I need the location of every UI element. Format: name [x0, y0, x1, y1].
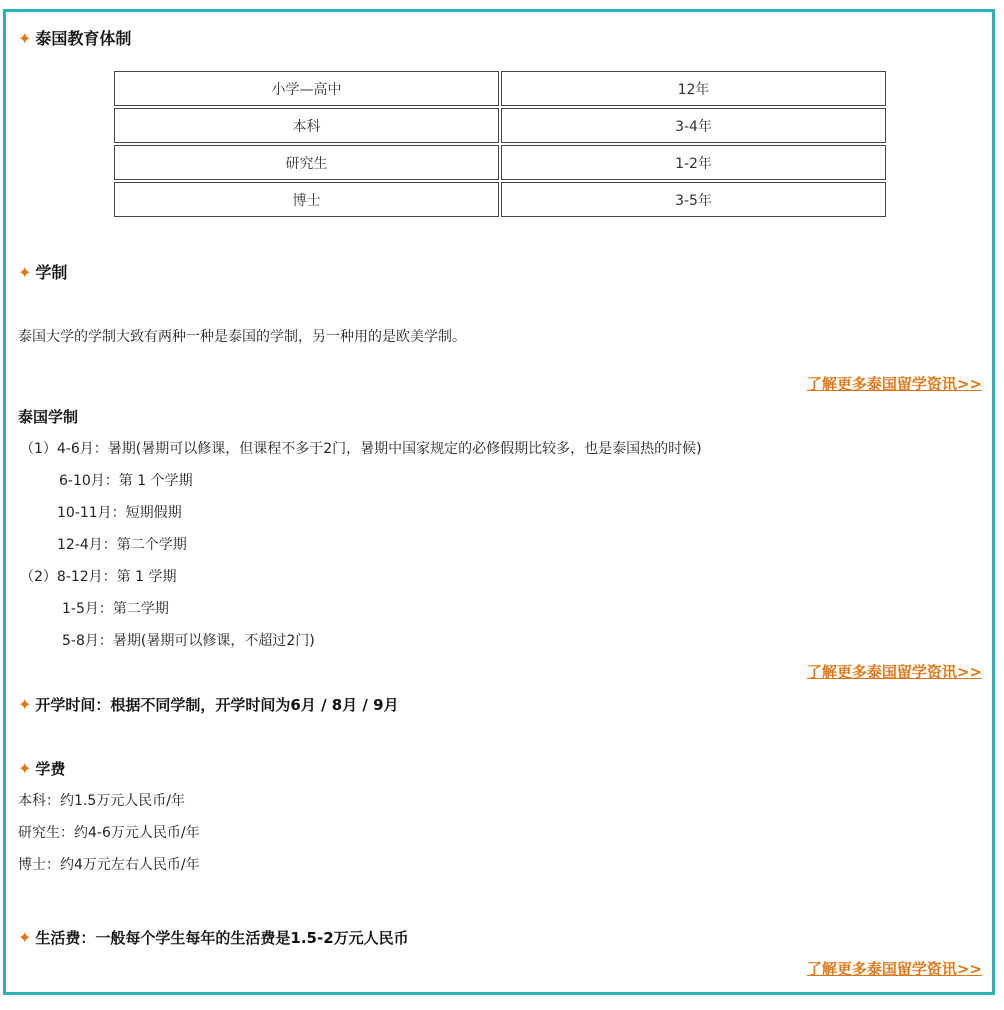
table-cell-level: 小学—高中: [114, 71, 499, 106]
intro-paragraph: 泰国大学的学制大致有两种一种是泰国的学制，另一种用的是欧美学制。: [18, 329, 466, 345]
star-icon: ✦: [18, 263, 32, 282]
schedule-item: 10-11月：短期假期: [57, 505, 182, 521]
schedule-item: 1-5月：第二学期: [62, 601, 169, 617]
more-info-link[interactable]: 了解更多泰国留学资讯>>: [806, 960, 982, 978]
table-cell-level: 本科: [114, 108, 499, 143]
star-icon: ✦: [18, 695, 32, 714]
schedule-item: （1）4-6月：暑期(暑期可以修课，但课程不多于2门，暑期中国家规定的必修假期比较多，也是泰国热的时候): [20, 441, 702, 457]
table-row: [114, 71, 886, 106]
more-info-link[interactable]: 了解更多泰国留学资讯>>: [806, 663, 982, 681]
section-title-xuezhi: [18, 260, 67, 283]
schedule-item: 12-4月：第二个学期: [57, 537, 187, 553]
star-icon: ✦: [18, 29, 32, 48]
start-time-text: 开学时间：根据不同学制，开学时间为6月 / 8月 / 9月: [35, 696, 399, 714]
table-cell-level: 研究生: [114, 145, 499, 180]
section-title-tuition: [18, 758, 65, 779]
table-cell-years: 12年: [501, 71, 886, 106]
tuition-item: 研究生：约4-6万元人民币/年: [18, 825, 200, 841]
start-time-line: [18, 694, 399, 715]
living-cost-line: [18, 927, 409, 948]
education-system-table: [112, 69, 888, 219]
star-icon: ✦: [18, 759, 32, 778]
table-cell-years: 1-2年: [501, 145, 886, 180]
tuition-item: 本科：约1.5万元人民币/年: [18, 793, 185, 809]
section-title-text: 泰国教育体制: [35, 29, 132, 48]
star-icon: ✦: [18, 928, 32, 947]
table-cell-years: 3-4年: [501, 108, 886, 143]
section-title-education-system: [18, 26, 131, 49]
table-cell-years: 3-5年: [501, 182, 886, 217]
table-row: [114, 108, 886, 143]
section-title-text: 学制: [35, 263, 68, 282]
thai-system-title: 泰国学制: [18, 408, 79, 426]
table-row: [114, 145, 886, 180]
schedule-item: 6-10月：第 1 个学期: [59, 473, 193, 489]
more-info-link[interactable]: 了解更多泰国留学资讯>>: [806, 375, 982, 393]
schedule-item: （2）8-12月：第 1 学期: [20, 569, 177, 585]
section-title-text: 学费: [35, 760, 66, 778]
table-cell-level: 博士: [114, 182, 499, 217]
tuition-item: 博士：约4万元左右人民币/年: [18, 857, 200, 873]
schedule-item: 5-8月：暑期(暑期可以修课，不超过2门): [62, 633, 315, 649]
table-row: [114, 182, 886, 217]
living-cost-text: 生活费：一般每个学生每年的生活费是1.5-2万元人民币: [35, 929, 409, 947]
